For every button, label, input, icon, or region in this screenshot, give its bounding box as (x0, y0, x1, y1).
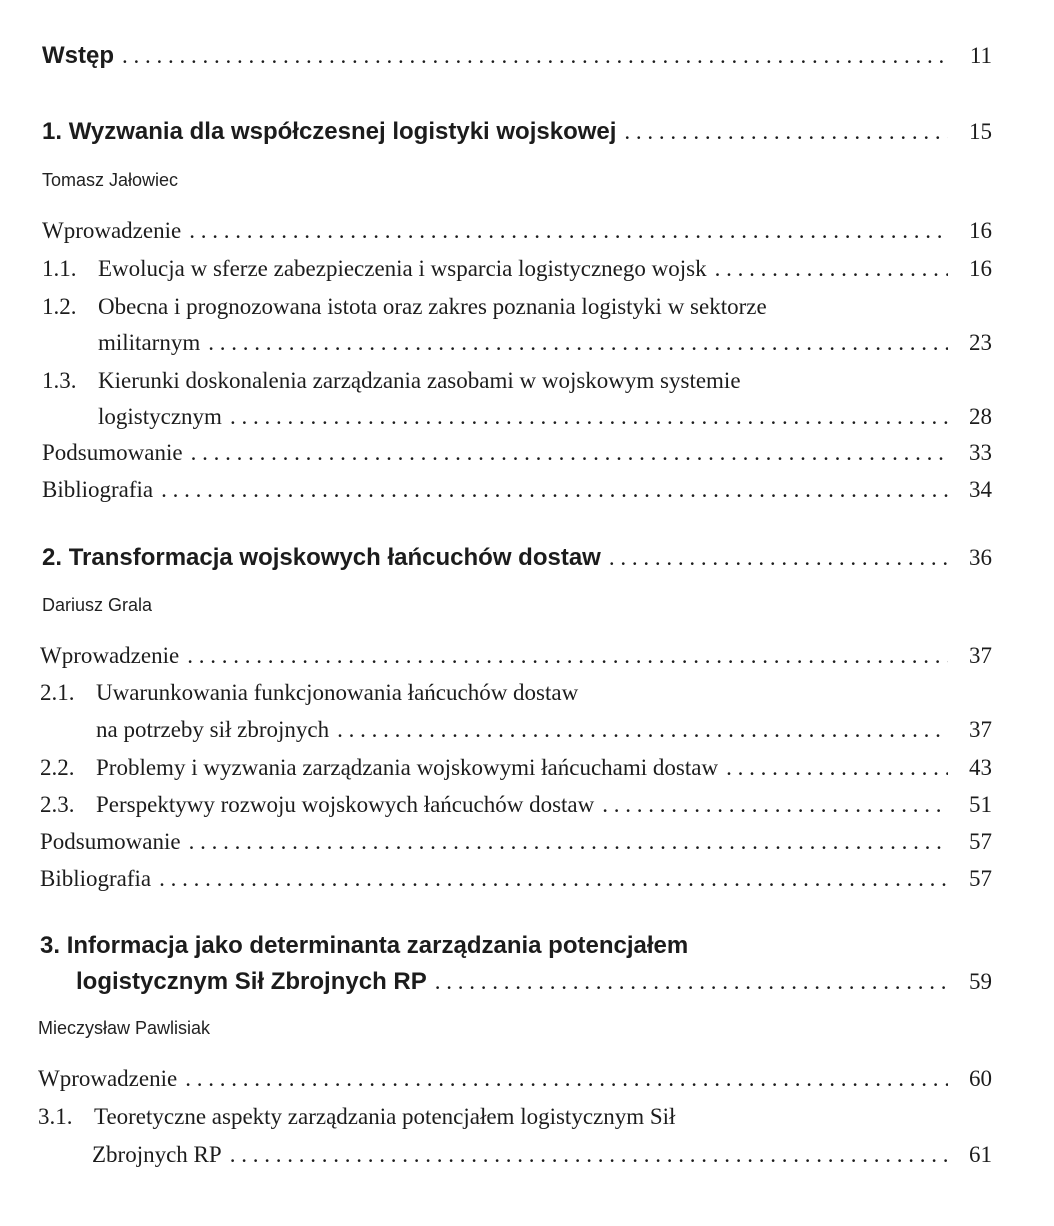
chapter-author: Dariusz Grala (42, 595, 153, 615)
entry-label: Obecna i prognozowana istota oraz zakres poznania logistyki w sektorze (98, 294, 767, 319)
toc-entry[interactable] (42, 440, 992, 466)
entry-number: 2.1. (40, 680, 75, 705)
dot-leader (230, 1142, 948, 1168)
chapter-number: 2. (42, 544, 63, 571)
entry-label: Bibliografia (40, 866, 152, 891)
toc-entry-line2[interactable] (92, 1142, 992, 1168)
dot-leader (602, 792, 948, 818)
chapter-heading-row[interactable] (42, 118, 992, 146)
entry-label-cont: militarnym (98, 330, 201, 355)
toc-entry[interactable] (42, 218, 992, 244)
toc-entry[interactable] (40, 755, 992, 781)
toc-entry[interactable] (40, 829, 992, 855)
intro-title: Wstęp (42, 42, 114, 69)
entry-label: Perspektywy rozwoju wojskowych łańcuchów dostaw (96, 792, 595, 817)
chapter-title-text: Informacja jako determinanta zarządzania potencjałem (66, 932, 689, 959)
entry-label: Problemy i wyzwania zarządzania wojskowymi łańcuchami dostaw (96, 755, 719, 780)
entry-label: Ewolucja w sferze zabezpieczenia i wsparcia logistycznego wojsk (98, 256, 707, 281)
entry-page: 57 (969, 866, 992, 891)
chapter-page: 36 (969, 545, 992, 570)
entry-label-cont: na potrzeby sił zbrojnych (96, 717, 330, 742)
chapter-author: Tomasz Jałowiec (42, 170, 179, 190)
entry-label: Bibliografia (42, 477, 154, 502)
dot-leader (715, 256, 948, 282)
toc-entry[interactable] (42, 256, 992, 282)
entry-page: 57 (969, 829, 992, 854)
chapter-page: 59 (969, 969, 992, 994)
entry-number: 1.1. (42, 256, 77, 281)
entry-label: Wprowadzenie (42, 218, 182, 243)
toc-entry[interactable] (40, 643, 992, 669)
entry-label: Wprowadzenie (40, 643, 180, 668)
chapter-author: Mieczysław Pawlisiak (38, 1018, 211, 1038)
toc-intro-row[interactable] (42, 42, 992, 70)
entry-label: Podsumowanie (40, 829, 181, 854)
toc-entry-line1[interactable] (42, 294, 767, 320)
toc-entry[interactable] (40, 866, 992, 892)
chapter-title-text: Wyzwania dla współczesnej logistyki wojskowej (68, 118, 617, 145)
dot-leader (187, 643, 948, 669)
dot-leader (189, 829, 948, 855)
dot-leader (208, 330, 948, 356)
entry-label: Teoretyczne aspekty zarządzania potencjałem logistycznym Sił (94, 1104, 676, 1129)
entry-page: 33 (969, 440, 992, 465)
entry-page: 23 (969, 330, 992, 355)
toc-entry-line2[interactable] (98, 404, 992, 430)
chapter-title-line1[interactable] (40, 932, 688, 960)
entry-label: Wprowadzenie (38, 1066, 178, 1091)
entry-number: 2.2. (40, 755, 75, 780)
toc-entry[interactable] (42, 477, 992, 503)
entry-page: 16 (969, 256, 992, 281)
dot-leader (159, 866, 948, 892)
toc-entry[interactable] (38, 1066, 992, 1092)
chapter-title (42, 118, 616, 146)
entry-page: 28 (969, 404, 992, 429)
toc-entry-line2[interactable] (96, 717, 992, 743)
toc-entry-line2[interactable] (98, 330, 992, 356)
entry-page: 61 (969, 1142, 992, 1167)
entry-page: 51 (969, 792, 992, 817)
toc-entry-line1[interactable] (40, 680, 578, 706)
entry-page: 37 (969, 717, 992, 742)
dot-leader (161, 477, 948, 503)
toc-entry[interactable] (40, 792, 992, 818)
entry-page: 34 (969, 477, 992, 502)
entry-page: 43 (969, 755, 992, 780)
chapter-number: 3. (40, 932, 61, 959)
dot-leader (189, 218, 948, 244)
chapter-title-text: Transformacja wojskowych łańcuchów dostaw (68, 544, 601, 571)
intro-page: 11 (969, 43, 992, 68)
entry-page: 16 (969, 218, 992, 243)
entry-number: 1.3. (42, 368, 77, 393)
dot-leader (609, 545, 948, 571)
dot-leader (624, 119, 948, 145)
entry-label: Uwarunkowania funkcjonowania łańcuchów dostaw (96, 680, 579, 705)
dot-leader (191, 440, 948, 466)
entry-label-cont: logistycznym (98, 404, 222, 429)
entry-label-cont: Zbrojnych RP (92, 1142, 222, 1167)
entry-label: Podsumowanie (42, 440, 183, 465)
entry-number: 1.2. (42, 294, 77, 319)
chapter-heading-row[interactable] (76, 968, 992, 996)
entry-page: 60 (969, 1066, 992, 1091)
entry-label: Kierunki doskonalenia zarządzania zasobami w wojskowym systemie (98, 368, 741, 393)
dot-leader (122, 43, 948, 69)
toc-entry-line1[interactable] (42, 368, 741, 394)
entry-page: 37 (969, 643, 992, 668)
dot-leader (337, 717, 948, 743)
chapter-heading-row[interactable] (42, 544, 992, 572)
chapter-page: 15 (969, 119, 992, 144)
chapter-title (42, 544, 601, 572)
dot-leader (435, 969, 948, 995)
dot-leader (726, 755, 948, 781)
chapter-number: 1. (42, 118, 63, 145)
entry-number: 3.1. (38, 1104, 73, 1129)
toc-entry-line1[interactable] (38, 1104, 675, 1130)
dot-leader (230, 404, 948, 430)
entry-number: 2.3. (40, 792, 75, 817)
dot-leader (185, 1066, 948, 1092)
chapter-title-cont: logistycznym Sił Zbrojnych RP (76, 968, 427, 995)
